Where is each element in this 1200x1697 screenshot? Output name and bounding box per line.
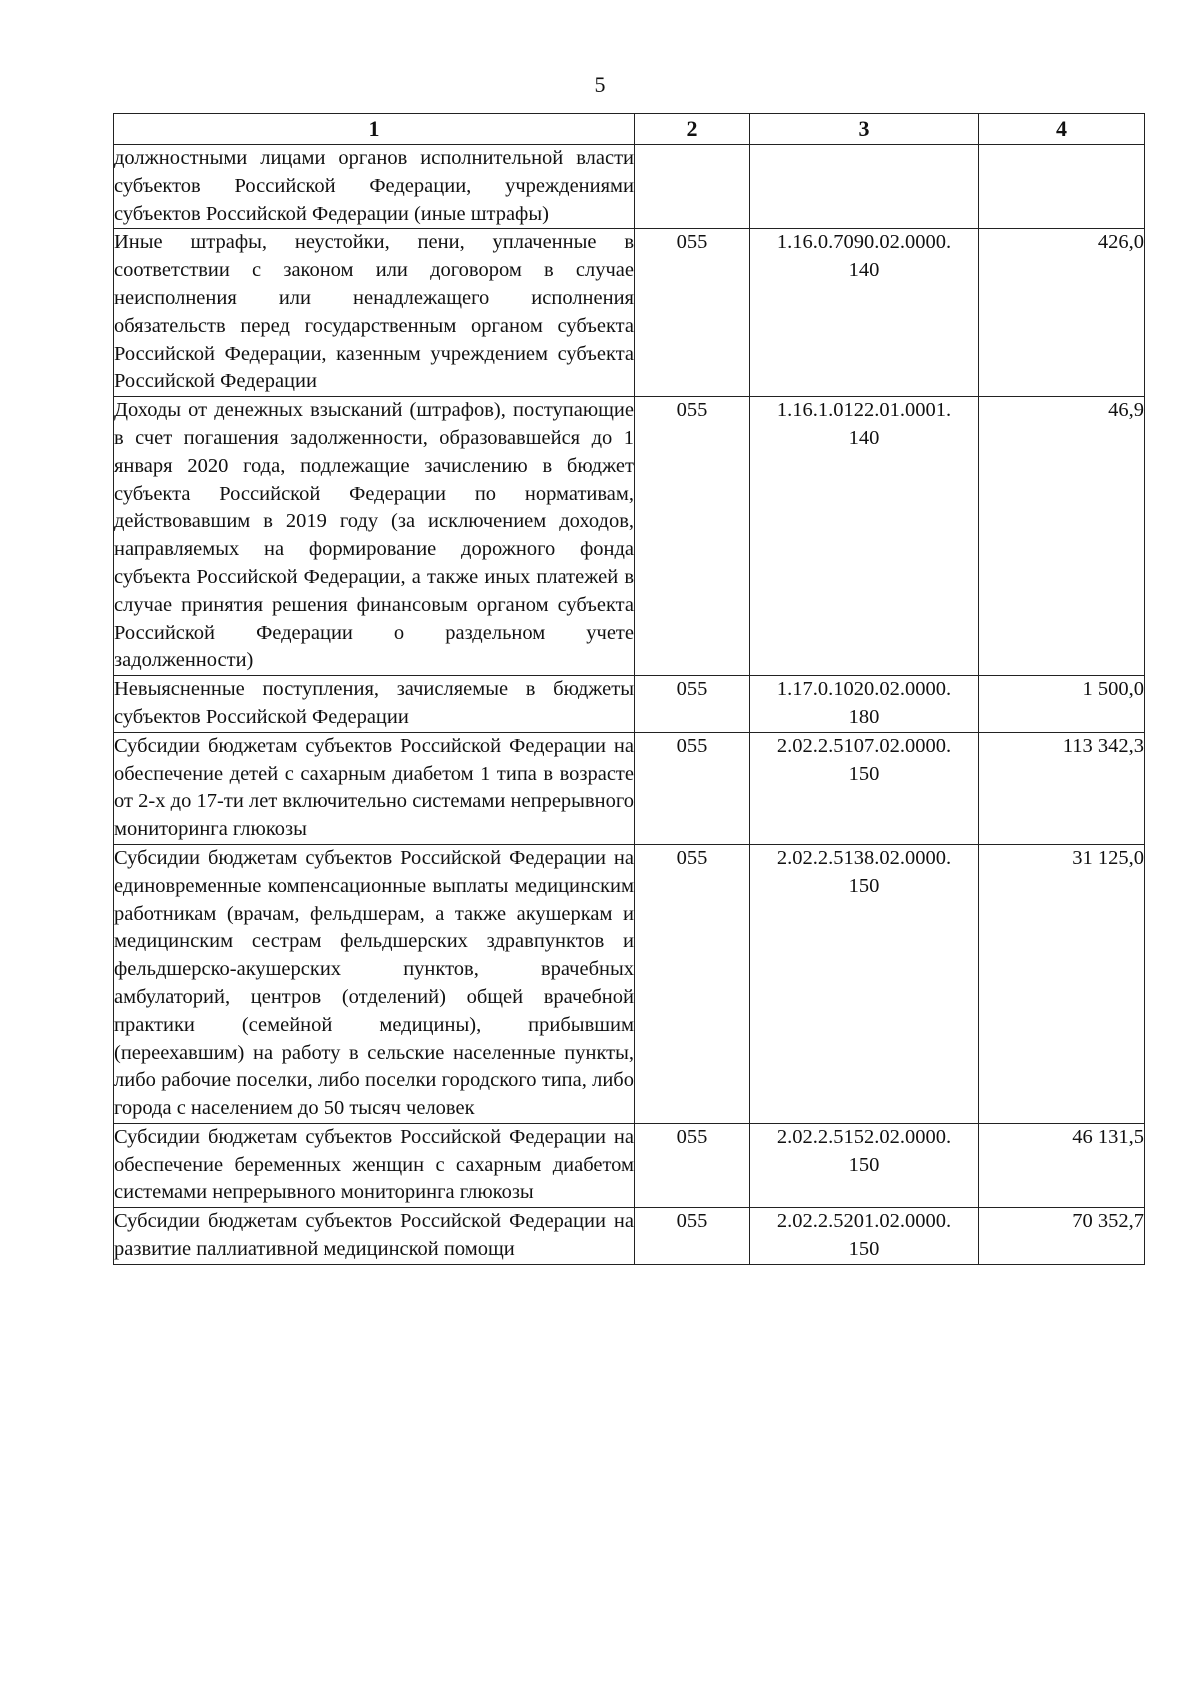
amount-cell: 46 131,5 — [979, 1123, 1145, 1207]
kbk-code-cell — [750, 1208, 979, 1265]
table-row — [114, 397, 1145, 676]
table-row — [114, 676, 1145, 733]
column-header-3: 3 — [750, 114, 979, 145]
row-name-cell: Доходы от денежных взысканий (штрафов), поступающие в счет погашения задолженности, образовавшейся до 1 января 2020 года, подлежащие зачислению в бюджет субъекта Российской Федерации по нормативам, действовавшим в 2019 году (за исключением доходов, направляемых на формирование дорожного фонда субъекта Российской Федерации, а также иных платежей в случае принятия решения финансовым органом субъекта Российской Федерации о раздельном учете задолженности) — [114, 397, 635, 676]
amount-cell: 426,0 — [979, 229, 1145, 397]
column-header-1: 1 — [114, 114, 635, 145]
table-row — [114, 1123, 1145, 1207]
kbk-code-line-1: 1.17.0.1020.02.0000. — [776, 678, 952, 701]
table-row — [114, 844, 1145, 1123]
kbk-code-cell — [750, 229, 979, 397]
table-row — [114, 1208, 1145, 1265]
table-row — [114, 732, 1145, 844]
row-name-cell: Невыясненные поступления, зачисляемые в бюджеты субъектов Российской Федерации — [114, 676, 635, 733]
kbk-code-cell — [750, 397, 979, 676]
admin-code-cell — [635, 145, 750, 229]
row-name-cell: Субсидии бюджетам субъектов Российской Федерации на обеспечение беременных женщин с сахарным диабетом системами непрерывного мониторинга глюкозы — [114, 1123, 635, 1207]
kbk-code-line-2: 150 — [848, 1153, 880, 1176]
kbk-code-cell — [750, 844, 979, 1123]
kbk-code-line-2: 150 — [848, 1238, 880, 1261]
revenue-table — [113, 113, 1145, 1265]
kbk-code-line-1: 2.02.2.5201.02.0000. — [776, 1210, 952, 1233]
column-header-2: 2 — [635, 114, 750, 145]
table-row — [114, 145, 1145, 229]
header-row — [114, 114, 1145, 145]
row-name-cell: Иные штрафы, неустойки, пени, уплаченные в соответствии с законом или договором в случае неисполнения или ненадлежащего исполнения обязательств перед государственным органом субъекта Российской Федерации, казенным учреждением субъекта Российской Федерации — [114, 229, 635, 397]
kbk-code-cell — [750, 676, 979, 733]
row-name-cell: Субсидии бюджетам субъектов Российской Федерации на обеспечение детей с сахарным диабетом 1 типа в возрасте от 2-х до 17-ти лет включительно системами непрерывного мониторинга глюкозы — [114, 732, 635, 844]
admin-code-cell: 055 — [635, 676, 750, 733]
amount-cell: 70 352,7 — [979, 1208, 1145, 1265]
amount-cell: 46,9 — [979, 397, 1145, 676]
admin-code-cell: 055 — [635, 844, 750, 1123]
kbk-code-line-1: 2.02.2.5152.02.0000. — [776, 1125, 952, 1148]
admin-code-cell: 055 — [635, 1123, 750, 1207]
amount-cell: 113 342,3 — [979, 732, 1145, 844]
amount-cell — [979, 145, 1145, 229]
admin-code-cell: 055 — [635, 732, 750, 844]
kbk-code-cell — [750, 1123, 979, 1207]
table-row — [114, 229, 1145, 397]
row-name-cell: Субсидии бюджетам субъектов Российской Федерации на единовременные компенсационные выплаты медицинским работникам (врачам, фельдшерам, а также акушеркам и медицинским сестрам фельдшерских здравпунктов и фельдшерско-акушерских пунктов, врачебных амбулаторий, центров (отделений) общей врачебной практики (семейной медицины), прибывшим (переехавшим) на работу в сельские населенные пункты, либо рабочие поселки, либо поселки городского типа, либо города с населением до 50 тысяч человек — [114, 844, 635, 1123]
row-name-cell: должностными лицами органов исполнительной власти субъектов Российской Федерации, учреждениями субъектов Российской Федерации (иные штрафы) — [114, 145, 635, 229]
amount-cell: 31 125,0 — [979, 844, 1145, 1123]
kbk-code-line-2: 140 — [848, 259, 880, 282]
admin-code-cell: 055 — [635, 397, 750, 676]
amount-cell: 1 500,0 — [979, 676, 1145, 733]
kbk-code-line-2: 150 — [848, 874, 880, 897]
kbk-code-line-2: 150 — [848, 762, 880, 785]
page-number: 5 — [594, 72, 606, 97]
kbk-code-line-2: 140 — [848, 426, 880, 449]
kbk-code-line-1: 1.16.0.7090.02.0000. — [776, 231, 952, 254]
kbk-code-cell — [750, 145, 979, 229]
column-header-4: 4 — [979, 114, 1145, 145]
kbk-code-line-1: 1.16.1.0122.01.0001. — [776, 399, 952, 422]
kbk-code-cell — [750, 732, 979, 844]
admin-code-cell: 055 — [635, 1208, 750, 1265]
kbk-code-line-2: 180 — [848, 705, 880, 728]
kbk-code-line-1: 2.02.2.5107.02.0000. — [776, 734, 952, 757]
admin-code-cell: 055 — [635, 229, 750, 397]
kbk-code-line-1: 2.02.2.5138.02.0000. — [776, 846, 952, 869]
row-name-cell: Субсидии бюджетам субъектов Российской Федерации на развитие паллиативной медицинской помощи — [114, 1208, 635, 1265]
